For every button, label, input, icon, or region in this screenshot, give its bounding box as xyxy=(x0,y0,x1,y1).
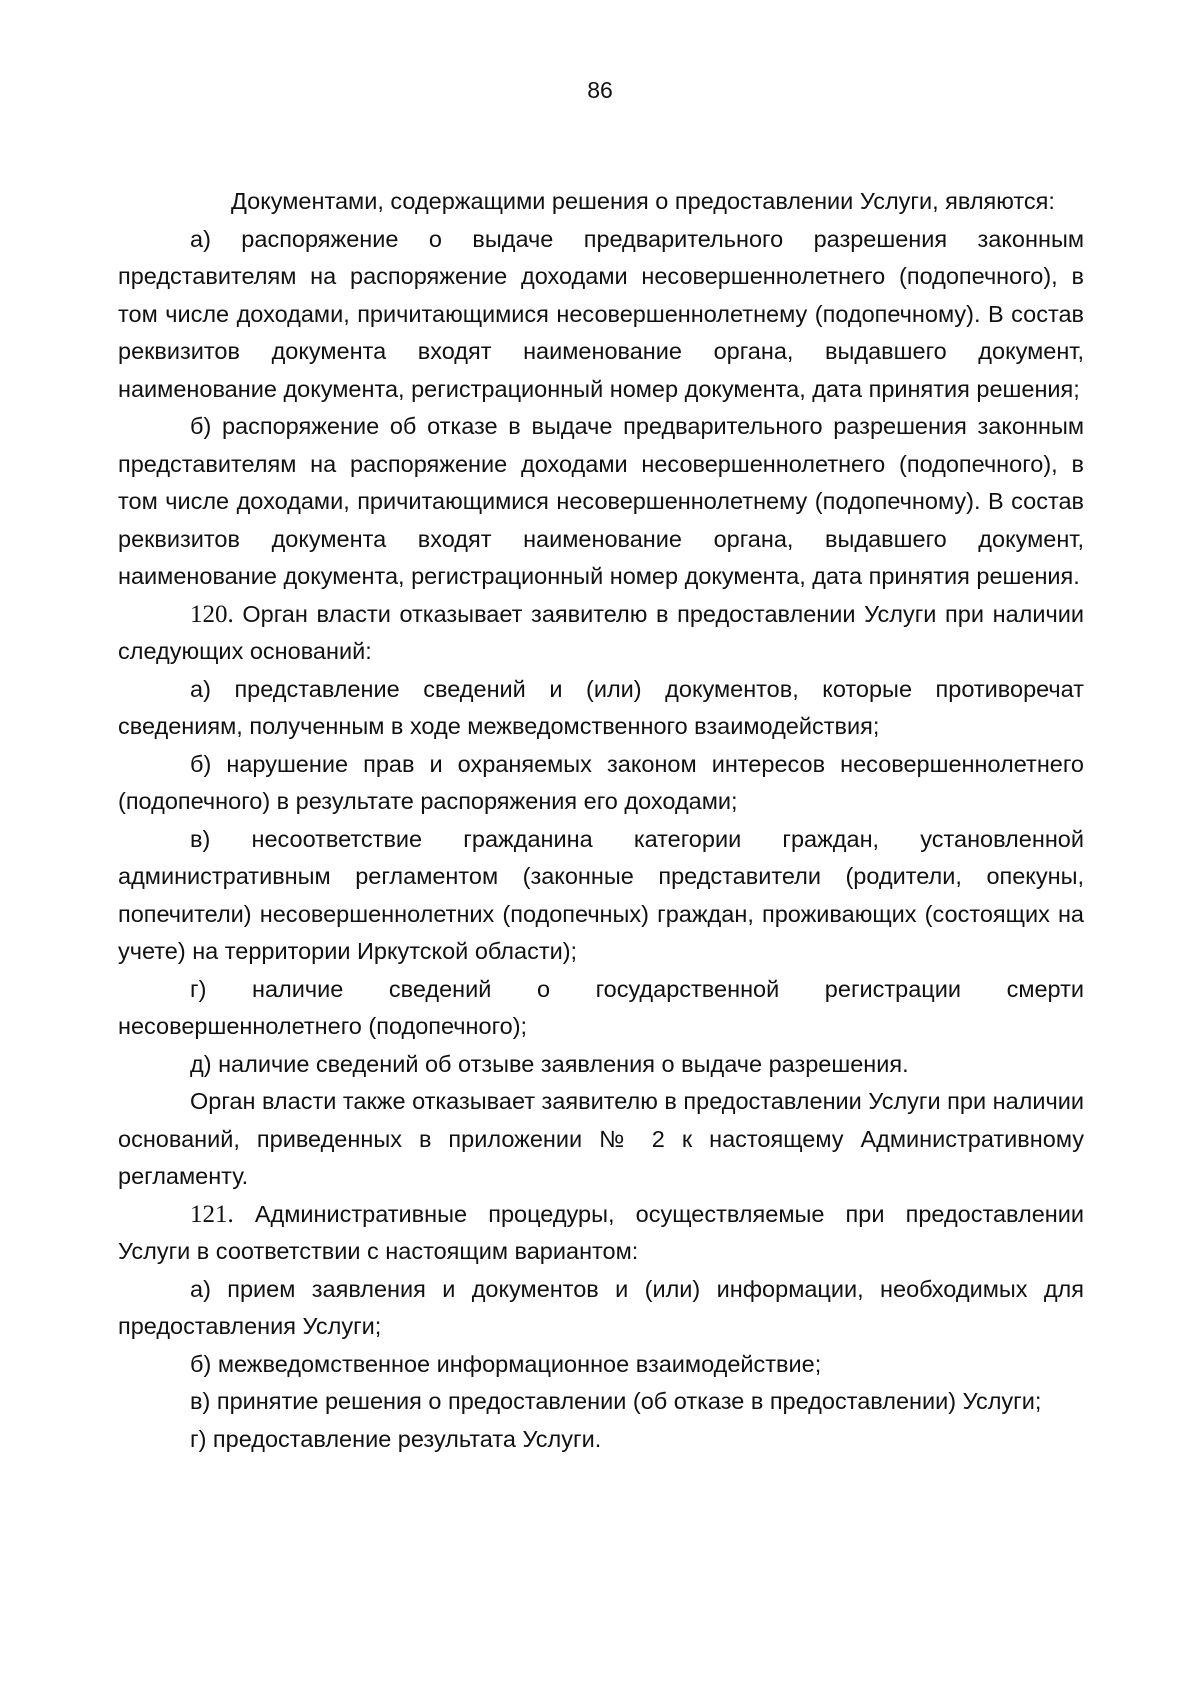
clause-number: 120. xyxy=(190,600,234,628)
list-item-a-procedure xyxy=(118,1271,1084,1346)
page-number: 86 xyxy=(587,77,613,103)
list-item-g-procedure xyxy=(118,1421,1084,1459)
list-item-b-decision xyxy=(118,408,1084,596)
paragraph-text: Орган власти также отказывает заявителю в предоставлении Услуги при наличии оснований, приведенных в приложении № 2 к настоящему Административному регламенту. xyxy=(118,1088,1084,1189)
paragraph-additional-refusal xyxy=(118,1083,1084,1196)
paragraph-text: б) распоряжение об отказе в выдаче предварительного разрешения законным представителям на распоряжение доходами несовершеннолетнего (подопечного), в том числе доходами, причитающимися несовершеннолетнему (подопечному). В состав реквизитов документа входят наименование органа, выдавшего документ, наименование документа, регистрационный номер документа, дата принятия решения. xyxy=(118,413,1084,589)
document-body xyxy=(118,183,1084,1458)
list-item-a-decision xyxy=(118,221,1084,409)
list-item-v-procedure xyxy=(118,1383,1084,1421)
list-item-g-refusal xyxy=(118,971,1084,1046)
list-item-b-refusal xyxy=(118,746,1084,821)
paragraph-text: д) наличие сведений об отзыве заявления о выдаче разрешения. xyxy=(190,1050,909,1077)
list-item-a-refusal xyxy=(118,671,1084,746)
paragraph-text: г) предоставление результата Услуги. xyxy=(190,1425,602,1452)
list-item-v-refusal xyxy=(118,821,1084,971)
clause-120 xyxy=(118,596,1084,671)
paragraph-text: Орган власти отказывает заявителю в предоставлении Услуги при наличии следующих оснований: xyxy=(118,600,1085,664)
paragraph-text: б) межведомственное информационное взаимодействие; xyxy=(190,1350,822,1377)
paragraph-text: а) представление сведений и (или) документов, которые противоречат сведениям, полученным в ходе межведомственного взаимодействия; xyxy=(118,675,1084,739)
list-item-b-procedure xyxy=(118,1346,1084,1384)
paragraph-text: г) наличие сведений о государственной регистрации смерти несовершеннолетнего (подопечного); xyxy=(118,975,1084,1039)
clause-121 xyxy=(118,1196,1084,1271)
paragraph-text: б) нарушение прав и охраняемых законом интересов несовершеннолетнего (подопечного) в результате распоряжения его доходами; xyxy=(118,750,1084,814)
paragraph-text: в) принятие решения о предоставлении (об отказе в предоставлении) Услуги; xyxy=(190,1388,1042,1414)
paragraph-intro xyxy=(118,183,1084,221)
paragraph-text: Документами, содержащими решения о предоставлении Услуги, являются: xyxy=(231,188,1055,214)
paragraph-text: Административные процедуры, осуществляемые при предоставлении Услуги в соответствии с настоящим вариантом: xyxy=(118,1200,1084,1264)
list-item-d-refusal xyxy=(118,1046,1084,1084)
paragraph-text: а) распоряжение о выдаче предварительного разрешения законным представителям на распоряжение доходами несовершеннолетнего (подопечного), в том числе доходами, причитающимися несовершеннолетнему (подопечному). В состав реквизитов документа входят наименование органа, выдавшего документ, наименование документа, регистрационный номер документа, дата принятия решения; xyxy=(118,225,1084,402)
paragraph-text: а) прием заявления и документов и (или) информации, необходимых для предоставления Услуги; xyxy=(118,1275,1084,1339)
clause-number: 121. xyxy=(190,1200,234,1228)
paragraph-text: в) несоответствие гражданина категории граждан, установленной административным регламентом (законные представители (родители, опекуны, попечители) несовершеннолетних (подопечных) граждан, проживающих (состоящих на учете) на территории Иркутской области); xyxy=(118,825,1084,964)
